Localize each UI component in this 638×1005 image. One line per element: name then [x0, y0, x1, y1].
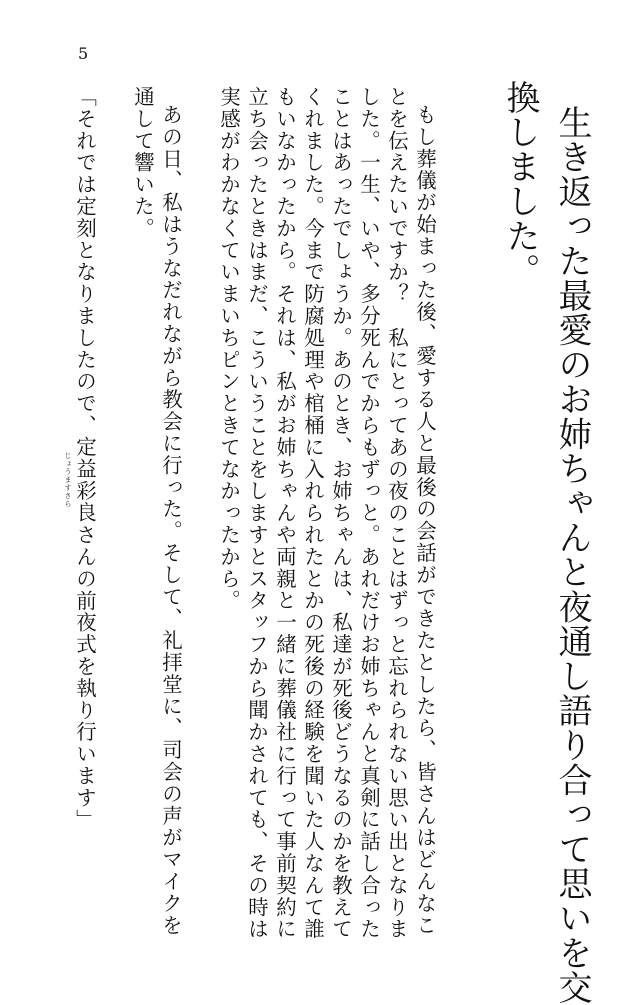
- chapter-heading-line-1: 生き返った最愛のお姉ちゃんと夜通し語り合って思いを交: [552, 105, 592, 1005]
- body-text-line: 通して響いた。: [130, 86, 155, 240]
- dialogue-line: [64, 86, 97, 831]
- body-text-line: とを伝えたいですか？ 私にとってあの夜のことはずっと忘れられない思い出となりま: [384, 86, 409, 941]
- ruby-name: [64, 436, 97, 525]
- body-text-line: もし葬儀が始まった後、愛する人と最後の会話ができたとしたら、皆さんはどんなこ: [412, 104, 437, 937]
- body-text-line: 立ち会ったときはまだ、こういうことをしますとスタッフから聞かされても、その時は: [244, 86, 269, 941]
- body-text-line: ことはあったでしょうか。あのとき、お姉ちゃんは、私達が死後どうなるのかを教えて: [328, 86, 353, 941]
- body-text-line: あの日、私はうなだれながら教会に行った。そして、礼拝堂に、司会の声がマイクを: [158, 104, 183, 937]
- body-text-line: 実感がわかなくていまいちピンときてなかったから。: [216, 86, 241, 612]
- page-number: 5: [78, 44, 89, 63]
- dialogue-text-end: さんの前夜式を執り行います」: [72, 524, 97, 831]
- ruby-annotation: じょうますさら: [64, 452, 72, 509]
- dialogue-text-start: 「それでは定刻となりましたので、: [72, 86, 97, 437]
- body-text-line: もいなかったから。それは、私がお姉ちゃんや両親と一緒に葬儀社に行って事前契約に: [272, 86, 297, 941]
- body-text-line: した。一生、いや、多分死んでからもずっと。あれだけお姉ちゃんと真剣に話し合った: [356, 86, 381, 941]
- ruby-base-text: 定益彩良: [72, 436, 97, 525]
- chapter-heading-line-2: 換しました。: [500, 80, 540, 288]
- body-text-line: くれました。今まで防腐処理や棺桶に入れられたとかの死後の経験を聞いた人なんて誰: [300, 86, 325, 941]
